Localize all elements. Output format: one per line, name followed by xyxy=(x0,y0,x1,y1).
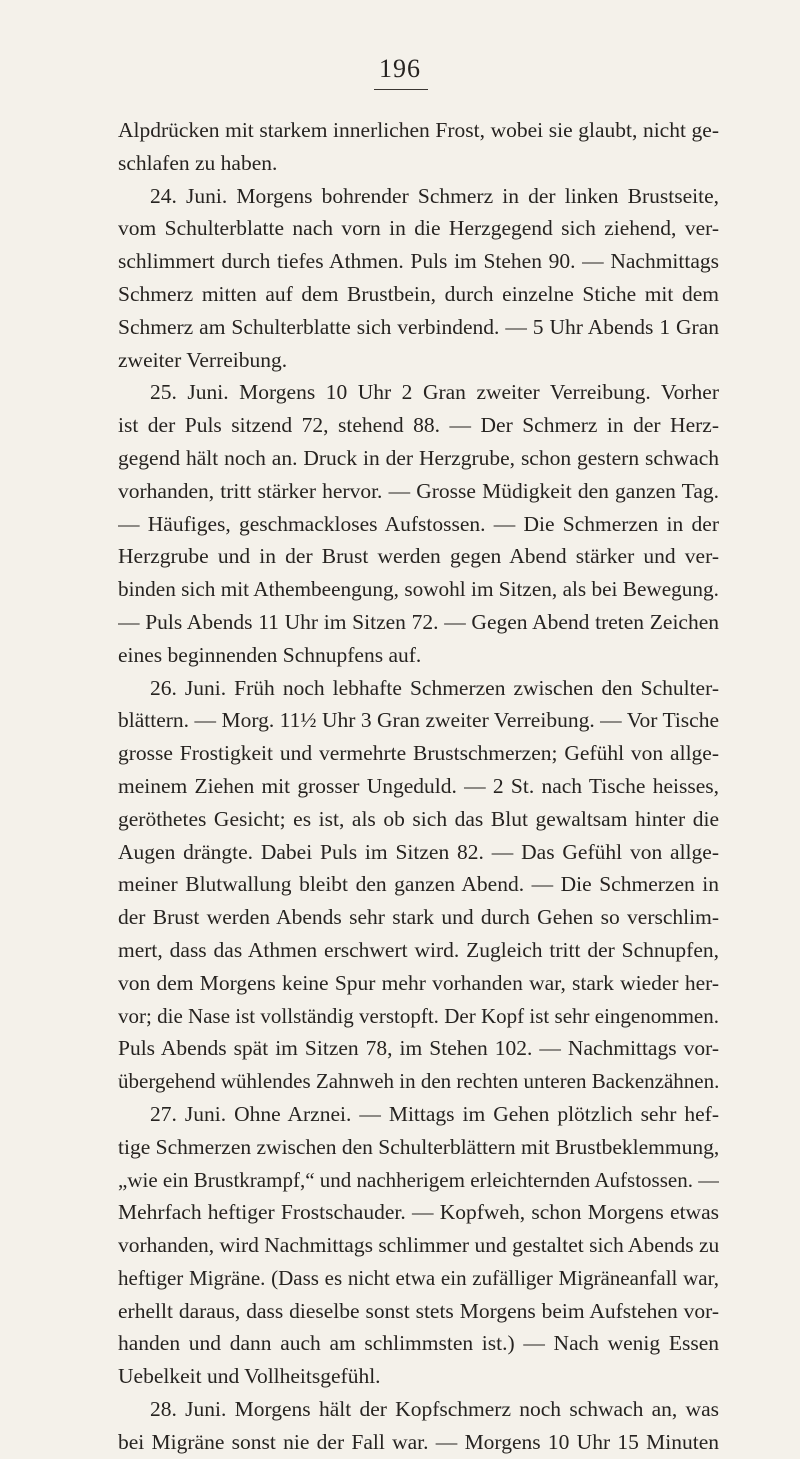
text-line: tige Schmerzen zwischen den Schulterblättern mit Brustbeklemmung, xyxy=(118,1134,719,1159)
text-line: geröthetes Gesicht; es ist, als ob sich das Blut gewaltsam hinter die xyxy=(118,806,719,831)
text-line: vorhanden, wird Nachmittags schlimmer und gestaltet sich Abends zu xyxy=(118,1233,719,1258)
text-line: von dem Morgens keine Spur mehr vorhanden war, stark wieder her- xyxy=(118,970,719,995)
text-line: gegend hält noch an. Druck in der Herzgrube, schon gestern schwach xyxy=(118,445,719,470)
text-line: mert, dass das Athmen erschwert wird. Zugleich tritt der Schnupfen, xyxy=(118,937,719,962)
text-line: Herzgrube und in der Brust werden gegen Abend stärker und ver- xyxy=(118,544,719,569)
text-line: 25. Juni. Morgens 10 Uhr 2 Gran zweiter Verreibung. Vorher xyxy=(150,380,719,405)
text-line: zweiter Verreibung. xyxy=(118,347,288,372)
text-line: schlimmert durch tiefes Athmen. Puls im Stehen 90. — Nachmittags xyxy=(118,249,719,274)
text-line: 26. Juni. Früh noch lebhafte Schmerzen zwischen den Schulter- xyxy=(150,675,719,700)
text-line: 24. Juni. Morgens bohrender Schmerz in der linken Brustseite, xyxy=(150,183,719,208)
text-line: — Puls Abends 11 Uhr im Sitzen 72. — Gegen Abend treten Zeichen xyxy=(118,609,719,634)
text-line: vom Schulterblatte nach vorn in die Herzgegend sich ziehend, ver- xyxy=(118,216,719,241)
page-number-rule xyxy=(374,89,428,90)
text-line: blättern. — Morg. 11½ Uhr 3 Gran zweiter Verreibung. — Vor Tische xyxy=(118,708,719,733)
text-line: Alpdrücken mit starkem innerlichen Frost, wobei sie glaubt, nicht ge- xyxy=(118,118,719,142)
text-line: meiner Blutwallung bleibt den ganzen Abend. — Die Schmerzen in xyxy=(118,872,719,897)
text-line: der Brust werden Abends sehr stark und durch Gehen so verschlim- xyxy=(118,905,719,930)
text-line: — Häufiges, geschmackloses Aufstossen. — Die Schmerzen in der xyxy=(118,511,719,536)
text-line: erhellt daraus, dass dieselbe sonst stets Morgens beim Aufstehen vor- xyxy=(118,1298,719,1323)
text-line: eines beginnenden Schnupfens auf. xyxy=(118,642,422,667)
text-line: schlafen zu haben. xyxy=(118,150,278,175)
text-line: Uebelkeit und Vollheitsgefühl. xyxy=(118,1364,381,1389)
text-line: heftiger Migräne. (Dass es nicht etwa ein zufälliger Migräneanfall war, xyxy=(118,1265,719,1290)
text-line: ist der Puls sitzend 72, stehend 88. — Der Schmerz in der Herz- xyxy=(118,413,719,438)
text-line: Schmerz am Schulterblatte sich verbindend. — 5 Uhr Abends 1 Gran xyxy=(118,314,719,339)
text-line: Augen drängte. Dabei Puls im Sitzen 82. — Das Gefühl von allge- xyxy=(118,839,719,864)
text-line: binden sich mit Athembeengung, sowohl im Sitzen, als bei Bewegung. xyxy=(118,577,719,602)
text-line: übergehend wühlendes Zahnweh in den rechten unteren Backenzähnen. xyxy=(118,1069,719,1094)
text-line: handen und dann auch am schlimmsten ist.) — Nach wenig Essen xyxy=(118,1331,719,1356)
text-line: vor; die Nase ist vollständig verstopft. Der Kopf ist sehr eingenommen. xyxy=(118,1003,719,1028)
text-line: 28. Juni. Morgens hält der Kopfschmerz noch schwach an, was xyxy=(150,1397,719,1422)
text-line: Mehrfach heftiger Frostschauder. — Kopfweh, schon Morgens etwas xyxy=(118,1200,719,1225)
text-line: vorhanden, tritt stärker hervor. — Grosse Müdigkeit den ganzen Tag. xyxy=(118,478,719,503)
text-line: Schmerz mitten auf dem Brustbein, durch einzelne Stiche mit dem xyxy=(118,281,719,306)
text-line: „wie ein Brustkrampf,“ und nachherigem erleichternden Aufstossen. — xyxy=(118,1167,719,1192)
text-line: Puls Abends spät im Sitzen 78, im Stehen 102. — Nachmittags vor- xyxy=(118,1036,719,1061)
text-line: grosse Frostigkeit und vermehrte Brustschmerzen; Gefühl von allge- xyxy=(118,741,719,766)
text-line: bei Migräne sonst nie der Fall war. — Morgens 10 Uhr 15 Minuten xyxy=(118,1429,719,1454)
text-line: 27. Juni. Ohne Arznei. — Mittags im Gehen plötzlich sehr hef- xyxy=(150,1101,719,1126)
text-line: meinem Ziehen mit grosser Ungeduld. — 2 St. nach Tische heisses, xyxy=(118,773,719,798)
body-text xyxy=(118,114,719,1459)
page-number: 196 xyxy=(379,54,421,83)
